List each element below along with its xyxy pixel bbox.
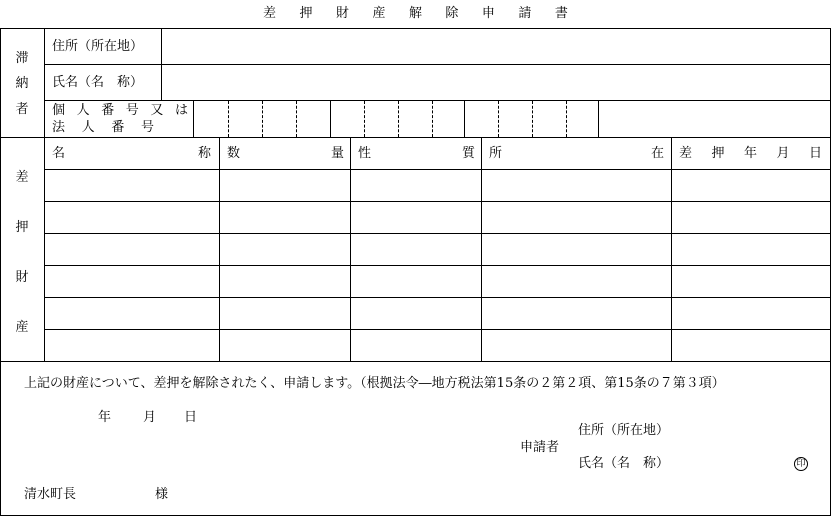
table-cell[interactable] [45,298,219,329]
column-header-char: 所 [489,146,503,161]
table-cell[interactable] [220,234,350,265]
table-cell[interactable] [482,330,671,361]
table-cell[interactable] [482,234,671,265]
table-cell[interactable] [45,330,219,361]
id-label-char: 法 [52,120,66,135]
id-label-char: 人 [76,103,90,118]
date-char: 日 [184,410,198,425]
id-label-char: 号 [140,120,154,135]
table-cell[interactable] [482,170,671,201]
table-cell[interactable] [45,266,219,297]
column-header-char: 称 [197,146,211,161]
property-label-char: 財 [15,269,29,285]
id-label-char: 番 [111,120,125,135]
id-number-field[interactable] [194,101,830,137]
applicant-name-field[interactable] [680,453,780,473]
table-cell[interactable] [351,298,481,329]
taxpayer-label-char: 者 [15,101,29,117]
column-header-char: 量 [330,146,344,161]
honorific: 様 [155,487,169,502]
id-label-char: 番 [101,103,115,118]
title-char: 申 [481,6,495,21]
table-cell[interactable] [482,298,671,329]
applicant-name-label: 氏名（名 称） [578,456,670,471]
column-header-char: 差 [679,146,693,161]
property-label-char: 押 [15,219,29,235]
table-cell[interactable] [672,234,831,265]
title-char: 差 [263,6,277,21]
applicant-address-label: 住所（所在地） [578,423,670,438]
id-label-char: 人 [81,120,95,135]
table-cell[interactable] [351,330,481,361]
name-label: 氏名（名 称） [52,75,144,90]
column-header-char: 名 [52,146,66,161]
column-header-char: 数 [227,146,241,161]
column-header-char: 押 [711,146,725,161]
table-cell[interactable] [220,202,350,233]
date-char: 月 [143,410,157,425]
taxpayer-label-char: 納 [15,76,29,92]
table-cell[interactable] [351,170,481,201]
column-header-seizure-date [679,147,822,160]
column-header-char: 月 [776,146,790,161]
request-statement: 上記の財産について、差押を解除されたく、申請します。（根拠法令―地方税法第15条の２第２項、第15条の７第３項） [24,376,725,391]
table-cell[interactable] [220,330,350,361]
applicant-address-field[interactable] [680,420,820,440]
id-label-char: 又 [150,103,164,118]
table-cell[interactable] [351,202,481,233]
date-line[interactable] [98,406,208,425]
table-cell[interactable] [351,234,481,265]
id-label-char: は [174,103,188,118]
table-cell[interactable] [482,266,671,297]
table-cell[interactable] [672,298,831,329]
address-label: 住所（所在地） [52,39,144,54]
table-cell[interactable] [672,170,831,201]
table-cell[interactable] [351,266,481,297]
divider [0,137,831,138]
document-title [263,2,568,21]
title-char: 財 [335,6,349,21]
id-label-char: 号 [125,103,139,118]
id-number-label-line1 [52,104,188,117]
applicant-label: 申請者 [520,440,560,455]
column-header-char: 質 [461,146,475,161]
id-number-label-line2 [52,121,154,134]
taxpayer-label-char: 滞 [15,51,29,67]
divider [0,361,831,362]
table-cell[interactable] [672,266,831,297]
title-char: 産 [372,6,386,21]
table-cell[interactable] [482,202,671,233]
title-char: 除 [445,6,459,21]
table-cell[interactable] [45,170,219,201]
name-field[interactable] [162,65,830,100]
table-cell[interactable] [220,298,350,329]
id-label-char: 個 [52,103,66,118]
table-cell[interactable] [672,330,831,361]
property-section-label [0,150,44,350]
property-label-char: 産 [15,319,29,335]
title-char: 解 [408,6,422,21]
title-char: 書 [554,6,568,21]
table-cell[interactable] [220,170,350,201]
column-header-name [52,147,211,160]
table-cell[interactable] [45,234,219,265]
taxpayer-section-label [0,44,44,120]
addressee: 清水町長 [24,487,77,502]
column-header-quantity [227,147,344,160]
column-header-char: 年 [743,146,757,161]
column-header-char: 日 [808,146,822,161]
table-cell[interactable] [672,202,831,233]
property-label-char: 差 [15,169,29,185]
date-char: 年 [98,410,112,425]
column-header-location [489,147,664,160]
table-cell[interactable] [45,202,219,233]
column-header-char: 在 [650,146,664,161]
table-cell[interactable] [220,266,350,297]
title-char: 押 [299,6,313,21]
address-field[interactable] [162,29,830,64]
column-header-char: 性 [358,146,372,161]
column-header-nature [358,147,475,160]
title-char: 請 [518,6,532,21]
seal-mark: 印 [794,457,808,471]
